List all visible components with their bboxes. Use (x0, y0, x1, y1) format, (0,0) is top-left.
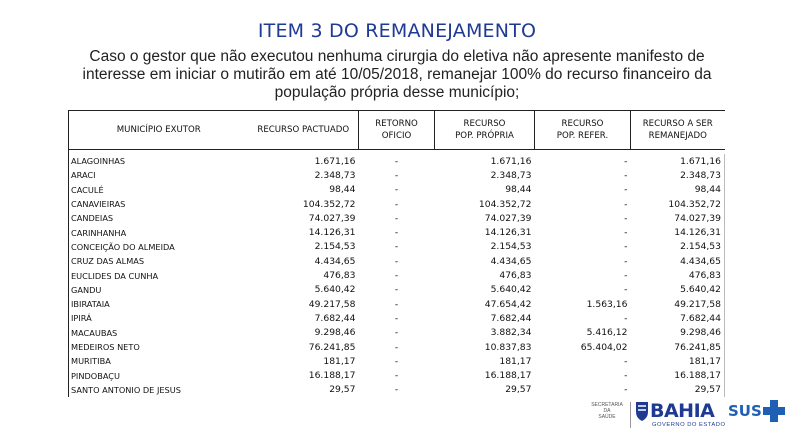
cell-propria: 4.434,65 (490, 255, 532, 267)
cell-municipio: GANDU (69, 283, 249, 297)
cell-remanejado: 5.640,42 (631, 283, 725, 297)
cell-remanejado: 9.298,46 (631, 326, 725, 340)
cell-propria: 14.126,31 (484, 227, 532, 239)
cell-municipio: MEDEIROS NETO (69, 340, 249, 354)
cell-remanejado: 49.217,58 (631, 297, 725, 311)
cell-propria: 10.837,83 (484, 341, 532, 353)
cell-retorno: - (394, 312, 399, 324)
cell-propria: 29,57 (505, 384, 532, 396)
cell-pactuado: 7.682,44 (314, 312, 356, 324)
cell-municipio: CRUZ DAS ALMAS (69, 254, 249, 268)
cell-propria: 2.154,53 (490, 241, 532, 253)
cell-refer: - (624, 255, 628, 267)
table-row (69, 168, 725, 182)
cell-retorno: - (394, 241, 399, 253)
cell-pactuado: 476,83 (323, 270, 356, 282)
cell-municipio: CANDEIAS (69, 211, 249, 225)
cell-refer: - (624, 198, 628, 210)
cell-pactuado: 2.348,73 (314, 169, 356, 181)
cell-remanejado: 476,83 (631, 268, 725, 282)
cell-refer: 65.404,02 (580, 341, 628, 353)
cell-municipio: ARACI (69, 168, 249, 182)
cell-retorno: - (394, 355, 399, 367)
cell-remanejado: 98,44 (631, 183, 725, 197)
table-row (69, 311, 725, 325)
cell-pactuado: 4.434,65 (314, 255, 356, 267)
table-row (69, 183, 725, 197)
cell-remanejado: 104.352,72 (631, 197, 725, 211)
cell-pactuado: 5.640,42 (314, 284, 356, 296)
table-row (69, 225, 725, 239)
bahia-logo: BAHIA GOVERNO DO ESTADO (634, 400, 734, 432)
table-row (69, 283, 725, 297)
cell-propria: 74.027,39 (484, 212, 532, 224)
cell-remanejado: 2.348,73 (631, 168, 725, 182)
cell-municipio: EUCLIDES DA CUNHA (69, 268, 249, 282)
cell-pactuado: 181,17 (323, 355, 356, 367)
cell-retorno: - (394, 184, 399, 196)
cell-municipio: MACAUBAS (69, 326, 249, 340)
cell-remanejado: 181,17 (631, 354, 725, 368)
cell-retorno: - (394, 327, 399, 339)
table-row (69, 240, 725, 254)
table-row (69, 368, 725, 382)
cell-pactuado: 49.217,58 (308, 298, 356, 310)
cell-retorno: - (394, 212, 399, 224)
table-row (69, 197, 725, 211)
table-row (69, 297, 725, 311)
cell-refer: 5.416,12 (586, 327, 628, 339)
cell-pactuado: 9.298,46 (314, 327, 356, 339)
cell-remanejado: 1.671,16 (631, 154, 725, 168)
cell-pactuado: 16.188,17 (308, 370, 356, 382)
cell-propria: 3.882,34 (490, 327, 532, 339)
cell-retorno: - (394, 298, 399, 310)
cell-municipio: CONCEIÇÃO DO ALMEIDA (69, 240, 249, 254)
cell-retorno: - (394, 370, 399, 382)
cell-pactuado: 29,57 (329, 384, 356, 396)
cell-retorno: - (394, 384, 399, 396)
cell-refer: - (624, 169, 628, 181)
cell-remanejado: 76.241,85 (631, 340, 725, 354)
cell-propria: 476,83 (499, 270, 532, 282)
cell-pactuado: 1.671,16 (314, 155, 356, 167)
table-row (69, 326, 725, 340)
cell-pactuado: 74.027,39 (308, 212, 356, 224)
cell-propria: 98,44 (505, 184, 532, 196)
table-row (69, 154, 725, 168)
cell-refer: - (624, 384, 628, 396)
table-row (69, 354, 725, 368)
table-row (69, 254, 725, 268)
cell-pactuado: 104.352,72 (302, 198, 356, 210)
cell-refer: - (624, 212, 628, 224)
cell-refer: - (624, 155, 628, 167)
cell-refer: - (624, 184, 628, 196)
cell-municipio: PINDOBAÇU (69, 368, 249, 382)
cell-remanejado: 4.434,65 (631, 254, 725, 268)
col-header-municipio: MUNICÍPIO EXUTOR (69, 111, 249, 150)
page-description: Caso o gestor que não executou nenhuma cirurgia do eletiva não apresente manifesto de interesse em iniciar o mutirão em até 10/05/2018, remanejar 100% do recurso financeiro da população própria desse município; (82, 48, 712, 101)
table-row (69, 211, 725, 225)
cell-refer: - (624, 355, 628, 367)
cell-remanejado: 16.188,17 (631, 368, 725, 382)
cell-refer: - (624, 270, 628, 282)
cell-propria: 1.671,16 (490, 155, 532, 167)
cell-retorno: - (394, 155, 399, 167)
cell-refer: - (624, 241, 628, 253)
footer-logos (588, 398, 788, 434)
table-header-row (69, 111, 725, 150)
cell-remanejado: 74.027,39 (631, 211, 725, 225)
cell-remanejado: 7.682,44 (631, 311, 725, 325)
col-header-propria: RECURSO POP. PRÓPRIA (435, 111, 535, 150)
cell-municipio: ALAGOINHAS (69, 154, 249, 168)
cell-retorno: - (394, 198, 399, 210)
bahia-shield-icon (634, 400, 650, 422)
cell-municipio: SANTO ANTONIO DE JESUS (69, 383, 249, 397)
cell-propria: 104.352,72 (478, 198, 532, 210)
cell-pactuado: 2.154,53 (314, 241, 356, 253)
cell-municipio: MURITIBA (69, 354, 249, 368)
cell-remanejado: 2.154,53 (631, 240, 725, 254)
cell-refer: - (624, 284, 628, 296)
cell-municipio: CANAVIEIRAS (69, 197, 249, 211)
page-title: ITEM 3 DO REMANEJAMENTO (257, 20, 537, 42)
cell-retorno: - (394, 284, 399, 296)
col-header-refer: RECURSO POP. REFER. (535, 111, 631, 150)
table-row (69, 383, 725, 397)
cell-pactuado: 98,44 (329, 184, 356, 196)
sus-cross-icon (762, 398, 786, 424)
table-row (69, 340, 725, 354)
sus-logo: SUS (728, 402, 762, 420)
cell-municipio: IPIRÁ (69, 311, 249, 325)
cell-retorno: - (394, 255, 399, 267)
remanejamento-table (68, 110, 725, 397)
cell-retorno: - (394, 169, 399, 181)
cell-retorno: - (394, 270, 399, 282)
cell-propria: 181,17 (499, 355, 532, 367)
cell-retorno: - (394, 341, 399, 353)
cell-municipio: CACULÉ (69, 183, 249, 197)
cell-retorno: - (394, 227, 399, 239)
cell-refer: - (624, 370, 628, 382)
cell-propria: 47.654,42 (484, 298, 532, 310)
cell-propria: 7.682,44 (490, 312, 532, 324)
cell-pactuado: 14.126,31 (308, 227, 356, 239)
secretaria-saude-logo: SECRETARIA DA SAÚDE (591, 402, 623, 420)
cell-remanejado: 14.126,31 (631, 225, 725, 239)
table-row (69, 268, 725, 282)
cell-refer: - (624, 227, 628, 239)
cell-refer: 1.563,16 (586, 298, 628, 310)
col-header-remanejado: RECURSO A SER REMANEJADO (631, 111, 725, 150)
cell-municipio: IBIRATAIA (69, 297, 249, 311)
col-header-retorno: RETORNO OFICIO (359, 111, 435, 150)
cell-propria: 16.188,17 (484, 370, 532, 382)
col-header-pactuado: RECURSO PACTUADO (249, 111, 359, 150)
cell-remanejado: 29,57 (631, 383, 725, 397)
cell-pactuado: 76.241,85 (308, 341, 356, 353)
cell-propria: 5.640,42 (490, 284, 532, 296)
cell-propria: 2.348,73 (490, 169, 532, 181)
cell-refer: - (624, 312, 628, 324)
cell-municipio: CARINHANHA (69, 225, 249, 239)
logo-divider (630, 402, 631, 428)
